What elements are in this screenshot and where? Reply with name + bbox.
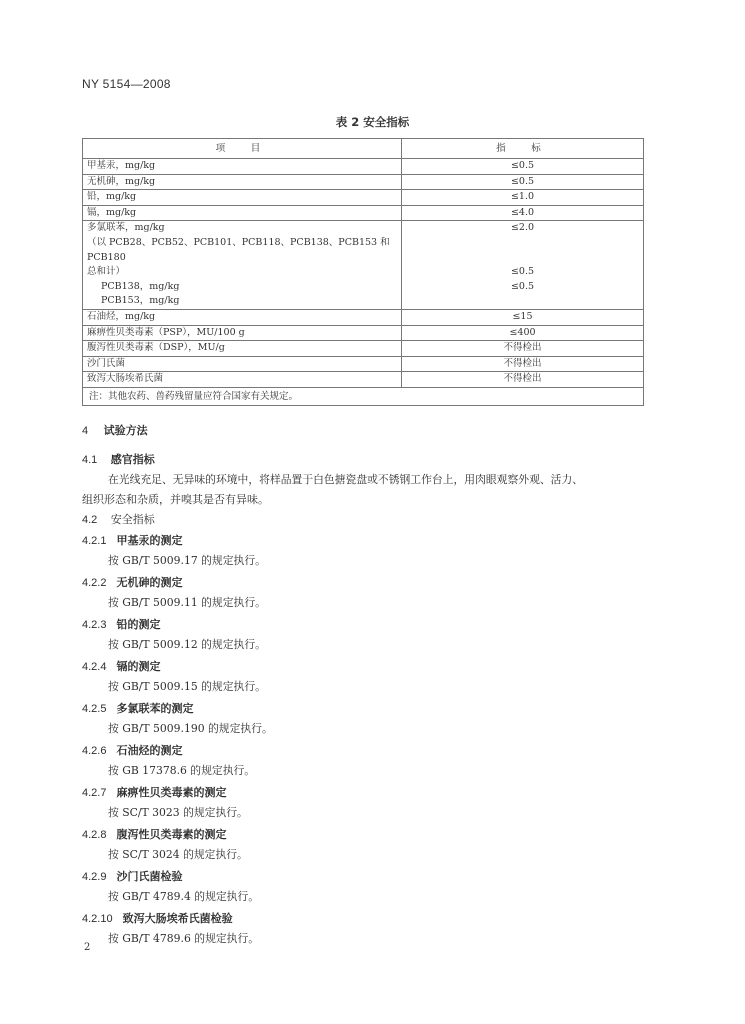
table-note: 注：其他农药、兽药残留量应符合国家有关规定。 <box>83 387 644 405</box>
subsection-text: 按 GB/T 4789.6 的规定执行。 <box>108 932 260 945</box>
subsection-title: 腹泻性贝类毒素的测定 <box>116 828 227 841</box>
table-row <box>83 205 644 221</box>
subsection-heading <box>82 698 652 719</box>
section-4 <box>82 418 652 950</box>
row-item-pcb138: PCB138，mg/kg <box>101 280 180 292</box>
subsection-title: 沙门氏菌检验 <box>116 870 183 883</box>
row-item-pcb-detail-1: （以 PCB28、PCB52、PCB101、PCB118、PCB138、PCB153 和 PCB180 <box>87 236 390 263</box>
subsection-number: 4.2.10 <box>82 913 113 925</box>
subsection-heading <box>82 866 652 887</box>
row-item-psp: 麻痹性贝类毒素（PSP），MU/100 g <box>83 325 402 341</box>
row-item-pcb153: PCB153，mg/kg <box>101 295 180 307</box>
subsection-number: 4.2.5 <box>82 703 107 715</box>
subsection-title: 铅的测定 <box>116 618 161 631</box>
row-item-pcb-detail-2: 总和计） <box>87 266 126 278</box>
subsection-title: 无机砷的测定 <box>116 576 183 589</box>
table-row <box>83 325 644 341</box>
subsection-number: 4.2.8 <box>82 829 107 841</box>
section-title: 安全指标 <box>110 513 155 526</box>
subsection-heading <box>82 656 652 677</box>
row-item-pcb: 多氯联苯，mg/kg <box>87 222 165 234</box>
subsection-text: 按 GB/T 5009.15 的规定执行。 <box>108 680 266 693</box>
column-header-index: 指 标 <box>402 139 644 159</box>
section-4-heading <box>82 420 652 442</box>
subsection-number: 4.2.6 <box>82 745 107 757</box>
standard-code: NY 5154—2008 <box>82 77 171 91</box>
section-number: 4 <box>82 425 89 437</box>
subsection-list <box>82 530 652 950</box>
row-value-petroleum-hydrocarbon: ≤15 <box>402 309 644 325</box>
subsection-title: 镉的测定 <box>116 660 161 673</box>
section-title: 试验方法 <box>103 424 148 437</box>
table-row <box>83 159 644 175</box>
row-value-pcb138: ≤0.5 <box>510 266 535 278</box>
subsection-number: 4.2.1 <box>82 535 107 547</box>
subsection-text: 按 GB 17378.6 的规定执行。 <box>108 764 256 777</box>
table-row <box>83 356 644 372</box>
subsection-text: 按 SC/T 3023 的规定执行。 <box>108 806 248 819</box>
subsection-text: 按 GB/T 5009.17 的规定执行。 <box>108 554 266 567</box>
subsection-title: 麻痹性贝类毒素的测定 <box>116 786 227 799</box>
subsection-text: 按 GB/T 4789.4 的规定执行。 <box>108 890 260 903</box>
subsection-title: 多氯联苯的测定 <box>116 702 194 715</box>
subsection-heading <box>82 908 652 929</box>
subsection-number: 4.2.7 <box>82 787 107 799</box>
row-value-lead: ≤1.0 <box>402 190 644 206</box>
row-item-inorganic-arsenic: 无机砷，mg/kg <box>83 174 402 190</box>
row-value-inorganic-arsenic: ≤0.5 <box>402 174 644 190</box>
table-row <box>83 341 644 357</box>
section-4-1-text-line2: 组织形态和杂质，并嗅其是否有异味。 <box>82 493 269 506</box>
page-number: 2 <box>84 942 91 953</box>
section-number: 4.2 <box>82 514 98 526</box>
subsection-number: 4.2.9 <box>82 871 107 883</box>
subsection-heading <box>82 614 652 635</box>
section-4-1-heading <box>82 450 652 470</box>
row-value-dsp: 不得检出 <box>402 341 644 357</box>
row-value-pcb-detail-1 <box>406 236 639 251</box>
row-value-pcb-detail-2 <box>406 251 639 266</box>
subsection-text: 按 SC/T 3024 的规定执行。 <box>108 848 248 861</box>
row-value-methylmercury: ≤0.5 <box>402 159 644 175</box>
row-item-methylmercury: 甲基汞，mg/kg <box>83 159 402 175</box>
column-header-item: 项 目 <box>83 139 402 159</box>
table-note-row <box>83 387 644 405</box>
subsection-heading <box>82 824 652 845</box>
table-row <box>83 221 644 310</box>
safety-index-table <box>82 138 644 406</box>
row-item-salmonella: 沙门氏菌 <box>83 356 402 372</box>
row-value-pcb: ≤2.0 <box>510 222 535 234</box>
section-4-2-heading <box>82 509 652 530</box>
subsection-text: 按 GB/T 5009.190 的规定执行。 <box>108 722 273 735</box>
row-value-cadmium: ≤4.0 <box>402 205 644 221</box>
row-value-salmonella: 不得检出 <box>402 356 644 372</box>
subsection-number: 4.2.3 <box>82 619 107 631</box>
section-title: 感官指标 <box>110 453 155 466</box>
row-item-dsp: 腹泻性贝类毒素（DSP），MU/g <box>83 341 402 357</box>
table-header-row <box>83 139 644 159</box>
table-row <box>83 372 644 388</box>
subsection-heading <box>82 782 652 803</box>
section-4-1-text-line1: 在光线充足、无异味的环境中，将样品置于白色搪瓷盘或不锈钢工作台上，用肉眼观察外观、活力、 <box>108 473 584 486</box>
table-row <box>83 190 644 206</box>
subsection-text: 按 GB/T 5009.12 的规定执行。 <box>108 638 266 651</box>
table-row <box>83 309 644 325</box>
subsection-number: 4.2.4 <box>82 661 107 673</box>
row-item-lead: 铅，mg/kg <box>83 190 402 206</box>
subsection-title: 甲基汞的测定 <box>116 534 183 547</box>
subsection-heading <box>82 572 652 593</box>
row-item-ecoli: 致泻大肠埃希氏菌 <box>83 372 402 388</box>
subsection-heading <box>82 530 652 551</box>
row-item-petroleum-hydrocarbon: 石油烃，mg/kg <box>83 309 402 325</box>
table-title: 表 2 安全指标 <box>335 115 410 129</box>
subsection-text: 按 GB/T 5009.11 的规定执行。 <box>108 596 266 609</box>
row-value-ecoli: 不得检出 <box>402 372 644 388</box>
row-item-pcb-group <box>83 221 402 310</box>
row-value-pcb-group <box>402 221 644 310</box>
subsection-title: 致泻大肠埃希氏菌检验 <box>122 912 233 925</box>
row-value-pcb153: ≤0.5 <box>510 280 535 292</box>
subsection-title: 石油烃的测定 <box>116 744 183 757</box>
section-number: 4.1 <box>82 454 98 466</box>
table-row <box>83 174 644 190</box>
row-item-cadmium: 镉，mg/kg <box>83 205 402 221</box>
row-value-psp: ≤400 <box>402 325 644 341</box>
subsection-heading <box>82 740 652 761</box>
subsection-number: 4.2.2 <box>82 577 107 589</box>
